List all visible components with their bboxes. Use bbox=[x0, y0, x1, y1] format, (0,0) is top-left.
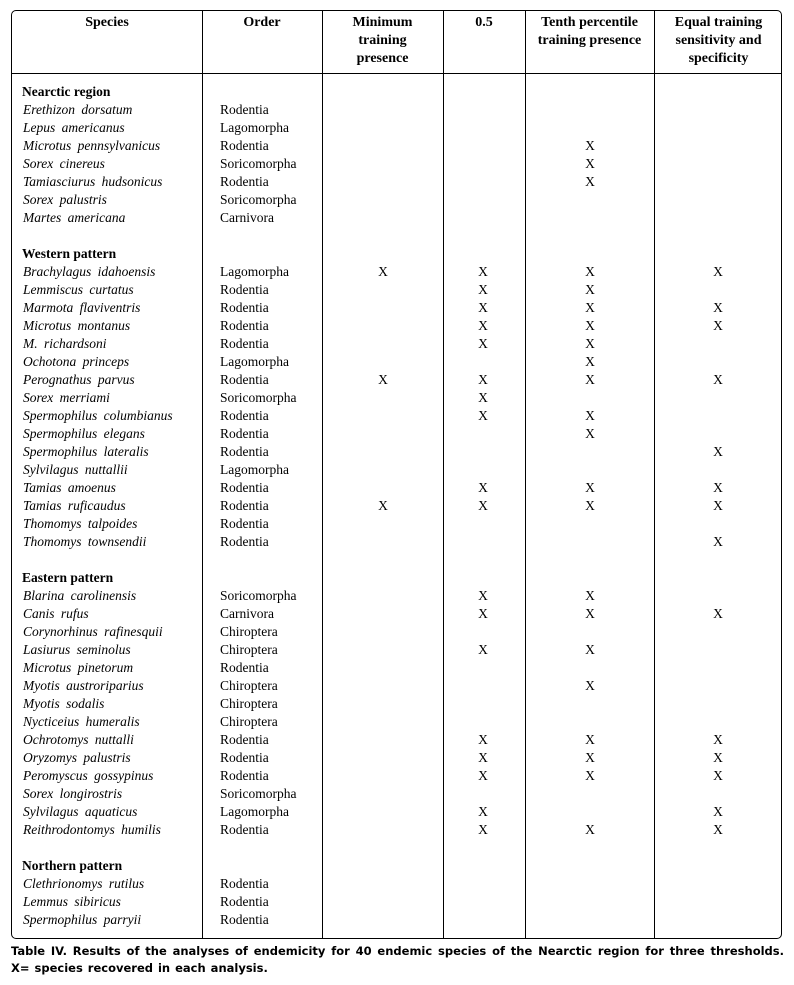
mark-0-5: X bbox=[478, 480, 488, 495]
mark-tenth-percentile: X bbox=[585, 372, 595, 387]
table-row bbox=[12, 713, 781, 731]
mark-tenth-percentile: X bbox=[585, 300, 595, 315]
mark-0-5: X bbox=[478, 642, 488, 657]
table-row bbox=[12, 893, 781, 911]
table-row bbox=[12, 317, 781, 335]
mark-0-5: X bbox=[478, 804, 488, 819]
mark-tenth-percentile: X bbox=[585, 318, 595, 333]
mark-tenth-percentile: X bbox=[585, 336, 595, 351]
section-title: Nearctic region bbox=[22, 84, 111, 99]
section-group bbox=[12, 245, 781, 551]
order-name: Rodentia bbox=[220, 894, 269, 909]
species-name: Sylvilagus aquaticus bbox=[23, 804, 138, 819]
mark-0-5: X bbox=[478, 588, 488, 603]
species-name: Brachylagus idahoensis bbox=[23, 264, 156, 279]
table-row bbox=[12, 803, 781, 821]
order-name: Soricomorpha bbox=[220, 786, 297, 801]
order-name: Rodentia bbox=[220, 372, 269, 387]
table-row bbox=[12, 785, 781, 803]
species-name: Myotis austroriparius bbox=[23, 678, 144, 693]
order-name: Rodentia bbox=[220, 750, 269, 765]
mark-tenth-percentile: X bbox=[585, 264, 595, 279]
mark-0-5: X bbox=[478, 372, 488, 387]
mark-0-5: X bbox=[478, 498, 488, 513]
mark-0-5: X bbox=[478, 732, 488, 747]
species-name: Peromyscus gossypinus bbox=[23, 768, 154, 783]
species-name: Clethrionomys rutilus bbox=[23, 876, 145, 891]
species-name: Tamias ruficaudus bbox=[23, 498, 126, 513]
section-title: Western pattern bbox=[22, 246, 117, 261]
species-name: Sorex palustris bbox=[23, 192, 107, 207]
mark-0-5: X bbox=[478, 318, 488, 333]
mark-tenth-percentile: X bbox=[585, 426, 595, 441]
order-name: Rodentia bbox=[220, 732, 269, 747]
table-row bbox=[12, 263, 781, 281]
mark-tenth-percentile: X bbox=[585, 822, 595, 837]
species-name: Thomomys talpoides bbox=[23, 516, 138, 531]
order-name: Lagomorpha bbox=[220, 462, 289, 477]
table-row bbox=[12, 821, 781, 839]
mark-minimum: X bbox=[378, 372, 388, 387]
order-name: Lagomorpha bbox=[220, 354, 289, 369]
order-name: Rodentia bbox=[220, 876, 269, 891]
mark-equal-training: X bbox=[713, 372, 723, 387]
table-row bbox=[12, 353, 781, 371]
order-name: Carnivora bbox=[220, 210, 274, 225]
mark-tenth-percentile: X bbox=[585, 354, 595, 369]
species-name: Spermophilus columbianus bbox=[23, 408, 173, 423]
table-row bbox=[12, 371, 781, 389]
species-name: Microtus pinetorum bbox=[23, 660, 134, 675]
mark-equal-training: X bbox=[713, 534, 723, 549]
species-name: Martes americana bbox=[23, 210, 126, 225]
table-row bbox=[12, 731, 781, 749]
table-row bbox=[12, 119, 781, 137]
species-name: Oryzomys palustris bbox=[23, 750, 131, 765]
table-row bbox=[12, 101, 781, 119]
species-name: Tamias amoenus bbox=[23, 480, 116, 495]
table-row bbox=[12, 623, 781, 641]
table-row bbox=[12, 335, 781, 353]
mark-tenth-percentile: X bbox=[585, 138, 595, 153]
species-name: Sylvilagus nuttallii bbox=[23, 462, 128, 477]
species-name: Lepus americanus bbox=[23, 120, 125, 135]
species-name: Canis rufus bbox=[23, 606, 89, 621]
species-name: Sorex cinereus bbox=[23, 156, 105, 171]
mark-equal-training: X bbox=[713, 480, 723, 495]
mark-0-5: X bbox=[478, 336, 488, 351]
section-title: Eastern pattern bbox=[22, 570, 114, 585]
order-name: Rodentia bbox=[220, 426, 269, 441]
table-row bbox=[12, 407, 781, 425]
table-caption: Table IV. Results of the analyses of endemicity for 40 endemic species of the Nearctic region for three thresholds. X= species recovered in each analysis. bbox=[11, 944, 784, 975]
table-row bbox=[12, 515, 781, 533]
species-name: Blarina carolinensis bbox=[23, 588, 137, 603]
species-name: Lasiurus seminolus bbox=[23, 642, 131, 657]
header-tenth-percentile: Tenth percentile training presence bbox=[537, 15, 642, 48]
species-name: Corynorhinus rafinesquii bbox=[23, 624, 163, 639]
mark-tenth-percentile: X bbox=[585, 750, 595, 765]
order-name: Rodentia bbox=[220, 822, 269, 837]
species-name: Thomomys townsendii bbox=[23, 534, 147, 549]
order-name: Soricomorpha bbox=[220, 588, 297, 603]
mark-0-5: X bbox=[478, 264, 488, 279]
mark-tenth-percentile: X bbox=[585, 174, 595, 189]
species-name: Microtus pennsylvanicus bbox=[23, 138, 161, 153]
order-name: Soricomorpha bbox=[220, 156, 297, 171]
order-name: Chiroptera bbox=[220, 624, 278, 639]
species-name: Sorex longirostris bbox=[23, 786, 123, 801]
mark-equal-training: X bbox=[713, 804, 723, 819]
mark-equal-training: X bbox=[713, 750, 723, 765]
mark-tenth-percentile: X bbox=[585, 282, 595, 297]
order-name: Chiroptera bbox=[220, 678, 278, 693]
mark-0-5: X bbox=[478, 750, 488, 765]
header-divider bbox=[12, 73, 781, 74]
order-name: Rodentia bbox=[220, 498, 269, 513]
table-row bbox=[12, 767, 781, 785]
order-name: Chiroptera bbox=[220, 696, 278, 711]
table-row bbox=[12, 677, 781, 695]
species-name: Lemmus sibiricus bbox=[23, 894, 121, 909]
header-0-5: 0.5 bbox=[475, 15, 493, 30]
results-table bbox=[11, 10, 782, 939]
mark-equal-training: X bbox=[713, 444, 723, 459]
mark-0-5: X bbox=[478, 768, 488, 783]
order-name: Carnivora bbox=[220, 606, 274, 621]
table-row bbox=[12, 605, 781, 623]
species-name: Tamiasciurus hudsonicus bbox=[23, 174, 163, 189]
species-name: Spermophilus parryii bbox=[23, 912, 142, 927]
table-row bbox=[12, 389, 781, 407]
table-row bbox=[12, 191, 781, 209]
mark-0-5: X bbox=[478, 408, 488, 423]
table-row bbox=[12, 299, 781, 317]
species-name: Microtus montanus bbox=[23, 318, 131, 333]
species-name: Reithrodontomys humilis bbox=[23, 822, 161, 837]
mark-tenth-percentile: X bbox=[585, 678, 595, 693]
order-name: Rodentia bbox=[220, 102, 269, 117]
mark-0-5: X bbox=[478, 282, 488, 297]
mark-equal-training: X bbox=[713, 264, 723, 279]
section-group bbox=[12, 569, 781, 839]
order-name: Rodentia bbox=[220, 516, 269, 531]
section-group bbox=[12, 83, 781, 227]
species-name: Sorex merriami bbox=[23, 390, 110, 405]
table-row bbox=[12, 875, 781, 893]
table-row bbox=[12, 209, 781, 227]
mark-tenth-percentile: X bbox=[585, 606, 595, 621]
order-name: Rodentia bbox=[220, 912, 269, 927]
order-name: Rodentia bbox=[220, 768, 269, 783]
species-name: Marmota flaviventris bbox=[23, 300, 141, 315]
mark-tenth-percentile: X bbox=[585, 642, 595, 657]
table-row bbox=[12, 911, 781, 929]
order-name: Lagomorpha bbox=[220, 120, 289, 135]
mark-tenth-percentile: X bbox=[585, 156, 595, 171]
mark-tenth-percentile: X bbox=[585, 480, 595, 495]
species-name: M. richardsoni bbox=[23, 336, 107, 351]
order-name: Rodentia bbox=[220, 318, 269, 333]
species-name: Myotis sodalis bbox=[23, 696, 105, 711]
mark-equal-training: X bbox=[713, 318, 723, 333]
order-name: Rodentia bbox=[220, 138, 269, 153]
mark-equal-training: X bbox=[713, 606, 723, 621]
header-minimum-training-presence: Minimum training presence bbox=[352, 15, 413, 66]
species-name: Ochrotomys nuttalli bbox=[23, 732, 134, 747]
species-name: Perognathus parvus bbox=[23, 372, 135, 387]
order-name: Rodentia bbox=[220, 174, 269, 189]
table-row bbox=[12, 749, 781, 767]
header-equal-training: Equal training sensitivity and specificity bbox=[674, 15, 763, 66]
mark-0-5: X bbox=[478, 300, 488, 315]
table-row bbox=[12, 533, 781, 551]
order-name: Rodentia bbox=[220, 300, 269, 315]
table-row bbox=[12, 497, 781, 515]
order-name: Rodentia bbox=[220, 336, 269, 351]
table-row bbox=[12, 281, 781, 299]
mark-tenth-percentile: X bbox=[585, 498, 595, 513]
order-name: Rodentia bbox=[220, 282, 269, 297]
species-name: Ochotona princeps bbox=[23, 354, 130, 369]
order-name: Soricomorpha bbox=[220, 390, 297, 405]
mark-equal-training: X bbox=[713, 732, 723, 747]
mark-equal-training: X bbox=[713, 822, 723, 837]
table-row bbox=[12, 173, 781, 191]
table-row bbox=[12, 659, 781, 677]
table-row bbox=[12, 695, 781, 713]
mark-tenth-percentile: X bbox=[585, 768, 595, 783]
mark-minimum: X bbox=[378, 264, 388, 279]
table-body bbox=[12, 83, 781, 947]
mark-tenth-percentile: X bbox=[585, 588, 595, 603]
mark-equal-training: X bbox=[713, 300, 723, 315]
mark-0-5: X bbox=[478, 606, 488, 621]
mark-equal-training: X bbox=[713, 768, 723, 783]
table-row bbox=[12, 461, 781, 479]
header-order: Order bbox=[243, 15, 281, 30]
table-row bbox=[12, 479, 781, 497]
order-name: Soricomorpha bbox=[220, 192, 297, 207]
mark-tenth-percentile: X bbox=[585, 408, 595, 423]
order-name: Rodentia bbox=[220, 408, 269, 423]
species-name: Lemmiscus curtatus bbox=[23, 282, 134, 297]
section-group bbox=[12, 857, 781, 929]
order-name: Lagomorpha bbox=[220, 804, 289, 819]
mark-equal-training: X bbox=[713, 498, 723, 513]
species-name: Nycticeius humeralis bbox=[23, 714, 140, 729]
species-name: Spermophilus lateralis bbox=[23, 444, 149, 459]
order-name: Rodentia bbox=[220, 444, 269, 459]
table-row bbox=[12, 587, 781, 605]
table-row bbox=[12, 137, 781, 155]
order-name: Chiroptera bbox=[220, 714, 278, 729]
order-name: Rodentia bbox=[220, 480, 269, 495]
species-name: Spermophilus elegans bbox=[23, 426, 145, 441]
order-name: Rodentia bbox=[220, 660, 269, 675]
order-name: Chiroptera bbox=[220, 642, 278, 657]
table-row bbox=[12, 425, 781, 443]
section-title: Northern pattern bbox=[22, 858, 123, 873]
species-name: Erethizon dorsatum bbox=[23, 102, 133, 117]
mark-0-5: X bbox=[478, 390, 488, 405]
order-name: Rodentia bbox=[220, 534, 269, 549]
mark-0-5: X bbox=[478, 822, 488, 837]
table-row bbox=[12, 155, 781, 173]
table-row bbox=[12, 641, 781, 659]
mark-tenth-percentile: X bbox=[585, 732, 595, 747]
mark-minimum: X bbox=[378, 498, 388, 513]
table-row bbox=[12, 443, 781, 461]
header-species: Species bbox=[85, 15, 129, 30]
order-name: Lagomorpha bbox=[220, 264, 289, 279]
